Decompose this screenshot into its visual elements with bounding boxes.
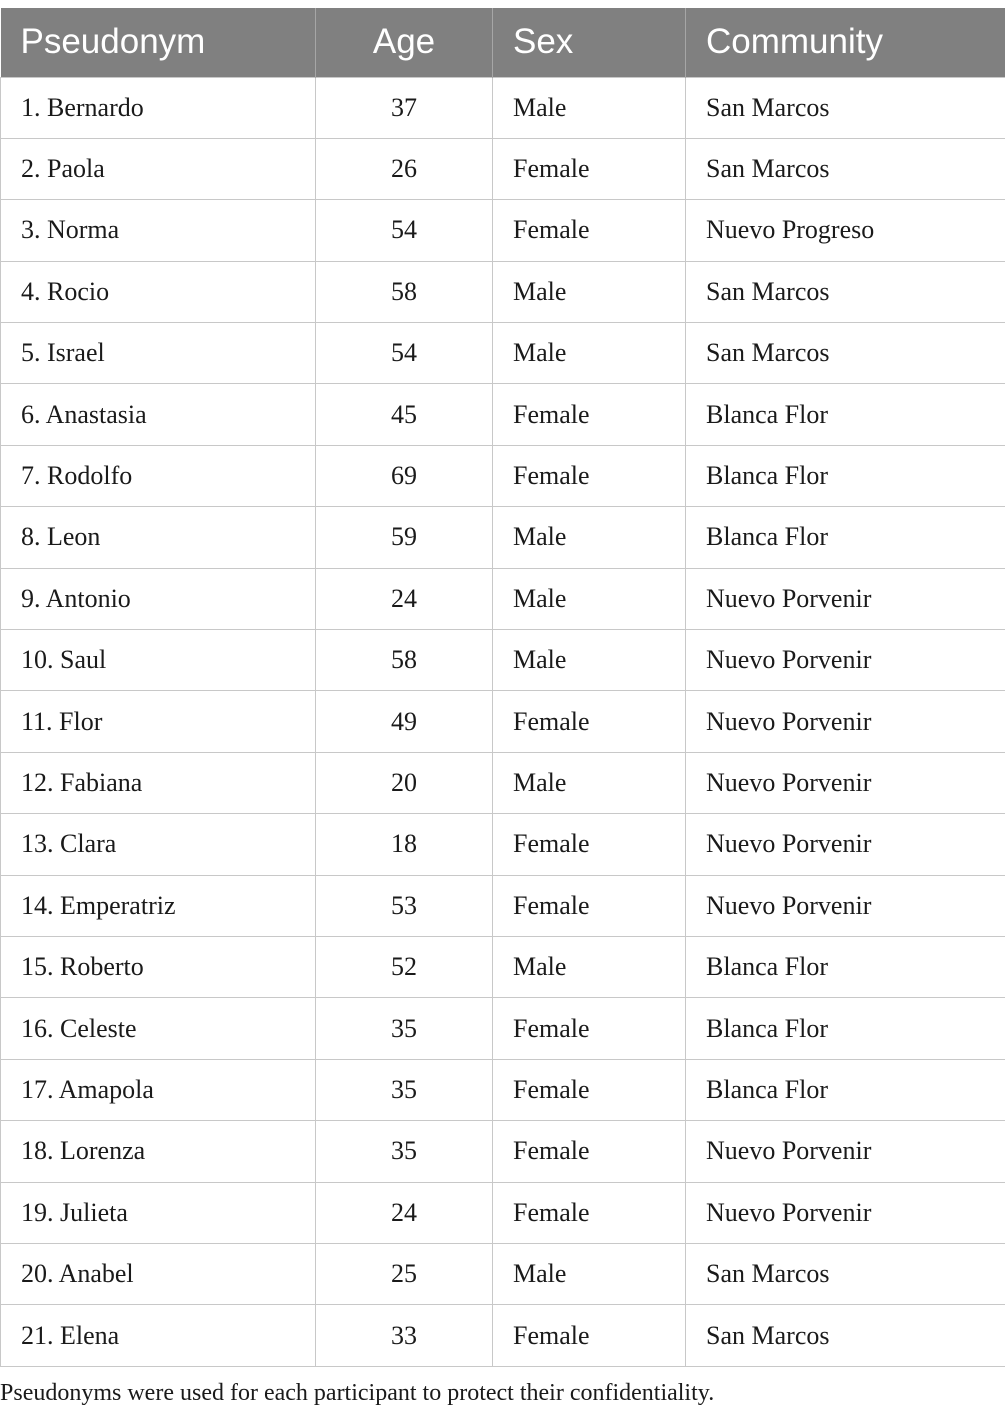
cell-sex: Female: [493, 998, 686, 1059]
cell-age: 37: [316, 77, 493, 138]
table-row: [1, 138, 1005, 199]
cell-sex: Male: [493, 323, 686, 384]
cell-sex: Female: [493, 1182, 686, 1243]
header-community: Community: [686, 8, 1005, 77]
cell-age: 35: [316, 1059, 493, 1120]
table-row: [1, 323, 1005, 384]
cell-community: Nuevo Porvenir: [686, 1182, 1005, 1243]
cell-sex: Male: [493, 752, 686, 813]
cell-pseudonym: 12. Fabiana: [1, 752, 316, 813]
cell-age: 18: [316, 814, 493, 875]
table-row: [1, 261, 1005, 322]
table-row: [1, 998, 1005, 1059]
cell-community: Blanca Flor: [686, 507, 1005, 568]
participants-table: [0, 8, 1005, 1367]
table-row: [1, 752, 1005, 813]
cell-community: Nuevo Porvenir: [686, 752, 1005, 813]
cell-pseudonym: 2. Paola: [1, 138, 316, 199]
cell-community: Nuevo Porvenir: [686, 691, 1005, 752]
cell-pseudonym: 18. Lorenza: [1, 1121, 316, 1182]
cell-pseudonym: 9. Antonio: [1, 568, 316, 629]
table-row: [1, 691, 1005, 752]
cell-age: 35: [316, 1121, 493, 1182]
table-row: [1, 814, 1005, 875]
cell-age: 53: [316, 875, 493, 936]
table-row: [1, 1305, 1005, 1366]
cell-community: Nuevo Porvenir: [686, 875, 1005, 936]
header-row: [1, 8, 1005, 77]
cell-age: 54: [316, 323, 493, 384]
cell-sex: Female: [493, 691, 686, 752]
cell-age: 24: [316, 1182, 493, 1243]
participants-table-container: [0, 8, 1005, 1367]
cell-community: Nuevo Porvenir: [686, 630, 1005, 691]
cell-pseudonym: 15. Roberto: [1, 936, 316, 997]
table-row: [1, 200, 1005, 261]
table-row: [1, 1243, 1005, 1304]
cell-sex: Male: [493, 77, 686, 138]
table-row: [1, 1182, 1005, 1243]
cell-age: 59: [316, 507, 493, 568]
cell-sex: Male: [493, 936, 686, 997]
cell-pseudonym: 19. Julieta: [1, 1182, 316, 1243]
cell-age: 52: [316, 936, 493, 997]
cell-age: 25: [316, 1243, 493, 1304]
cell-sex: Female: [493, 445, 686, 506]
table-footnote: Pseudonyms were used for each participant to protect their confidentiality.: [0, 1380, 715, 1406]
cell-community: Nuevo Porvenir: [686, 568, 1005, 629]
table-body: [1, 77, 1005, 1366]
cell-community: San Marcos: [686, 1243, 1005, 1304]
cell-age: 33: [316, 1305, 493, 1366]
cell-pseudonym: 14. Emperatriz: [1, 875, 316, 936]
cell-sex: Female: [493, 1059, 686, 1120]
cell-age: 49: [316, 691, 493, 752]
cell-community: San Marcos: [686, 1305, 1005, 1366]
cell-community: Blanca Flor: [686, 1059, 1005, 1120]
cell-community: Nuevo Porvenir: [686, 1121, 1005, 1182]
cell-sex: Male: [493, 507, 686, 568]
cell-pseudonym: 4. Rocio: [1, 261, 316, 322]
cell-community: Blanca Flor: [686, 384, 1005, 445]
cell-age: 54: [316, 200, 493, 261]
table-header: [1, 8, 1005, 77]
table-row: [1, 507, 1005, 568]
header-sex: Sex: [493, 8, 686, 77]
cell-sex: Female: [493, 138, 686, 199]
cell-sex: Female: [493, 1121, 686, 1182]
cell-sex: Female: [493, 814, 686, 875]
cell-pseudonym: 16. Celeste: [1, 998, 316, 1059]
cell-pseudonym: 6. Anastasia: [1, 384, 316, 445]
cell-sex: Male: [493, 1243, 686, 1304]
cell-pseudonym: 20. Anabel: [1, 1243, 316, 1304]
cell-sex: Female: [493, 1305, 686, 1366]
cell-age: 45: [316, 384, 493, 445]
cell-sex: Female: [493, 875, 686, 936]
cell-pseudonym: 8. Leon: [1, 507, 316, 568]
cell-community: San Marcos: [686, 77, 1005, 138]
cell-community: San Marcos: [686, 323, 1005, 384]
table-row: [1, 936, 1005, 997]
cell-pseudonym: 7. Rodolfo: [1, 445, 316, 506]
cell-pseudonym: 21. Elena: [1, 1305, 316, 1366]
cell-age: 20: [316, 752, 493, 813]
cell-age: 58: [316, 630, 493, 691]
cell-age: 26: [316, 138, 493, 199]
table-row: [1, 1121, 1005, 1182]
cell-community: Nuevo Progreso: [686, 200, 1005, 261]
header-pseudonym: Pseudonym: [1, 8, 316, 77]
cell-sex: Female: [493, 200, 686, 261]
table-row: [1, 630, 1005, 691]
cell-pseudonym: 13. Clara: [1, 814, 316, 875]
cell-community: Blanca Flor: [686, 445, 1005, 506]
table-row: [1, 1059, 1005, 1120]
cell-pseudonym: 5. Israel: [1, 323, 316, 384]
table-row: [1, 384, 1005, 445]
cell-pseudonym: 17. Amapola: [1, 1059, 316, 1120]
cell-age: 58: [316, 261, 493, 322]
table-row: [1, 77, 1005, 138]
cell-age: 69: [316, 445, 493, 506]
cell-age: 24: [316, 568, 493, 629]
cell-age: 35: [316, 998, 493, 1059]
cell-sex: Male: [493, 630, 686, 691]
cell-community: Blanca Flor: [686, 936, 1005, 997]
table-row: [1, 445, 1005, 506]
cell-pseudonym: 3. Norma: [1, 200, 316, 261]
cell-pseudonym: 10. Saul: [1, 630, 316, 691]
cell-community: Blanca Flor: [686, 998, 1005, 1059]
cell-community: San Marcos: [686, 138, 1005, 199]
cell-pseudonym: 11. Flor: [1, 691, 316, 752]
cell-sex: Male: [493, 261, 686, 322]
cell-community: Nuevo Porvenir: [686, 814, 1005, 875]
cell-pseudonym: 1. Bernardo: [1, 77, 316, 138]
table-row: [1, 568, 1005, 629]
cell-sex: Male: [493, 568, 686, 629]
cell-community: San Marcos: [686, 261, 1005, 322]
cell-sex: Female: [493, 384, 686, 445]
table-row: [1, 875, 1005, 936]
header-age: Age: [316, 8, 493, 77]
